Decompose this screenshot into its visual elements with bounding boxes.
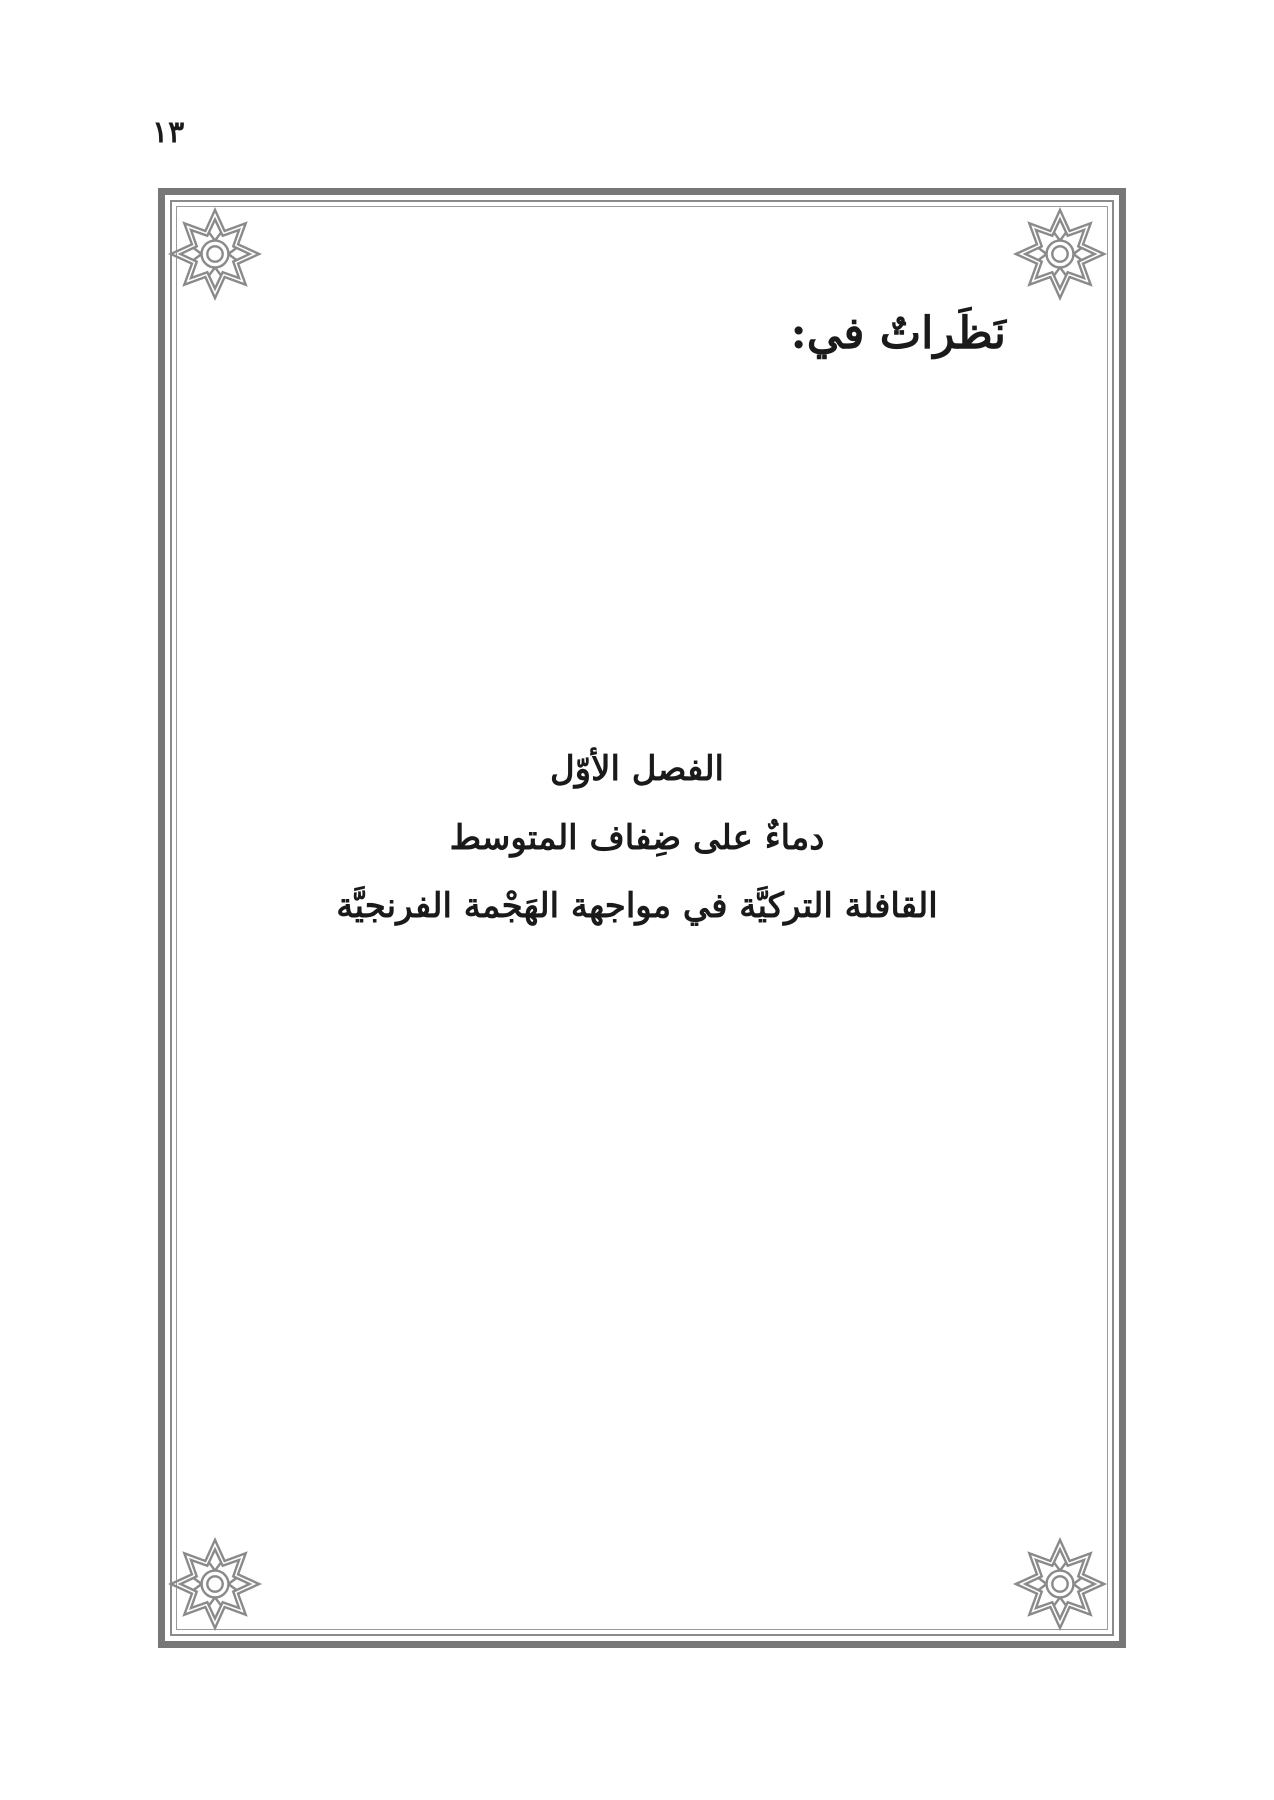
chapter-title: دماءٌ على ضِفاف المتوسط — [449, 817, 825, 858]
page-number: ١٣ — [152, 115, 185, 150]
star-ornament-icon — [167, 1536, 263, 1632]
star-ornament-icon — [167, 206, 263, 302]
section-heading: نَظَراتٌ في: — [790, 308, 1006, 359]
chapter-title-block — [250, 748, 1024, 954]
chapter-label: الفصل الأوّل — [549, 749, 725, 789]
chapter-subtitle: القافلة التركيَّة في مواجهة الهَجْمة الفرنجيَّة — [336, 886, 938, 926]
star-ornament-icon — [1012, 206, 1108, 302]
star-ornament-icon — [1012, 1536, 1108, 1632]
